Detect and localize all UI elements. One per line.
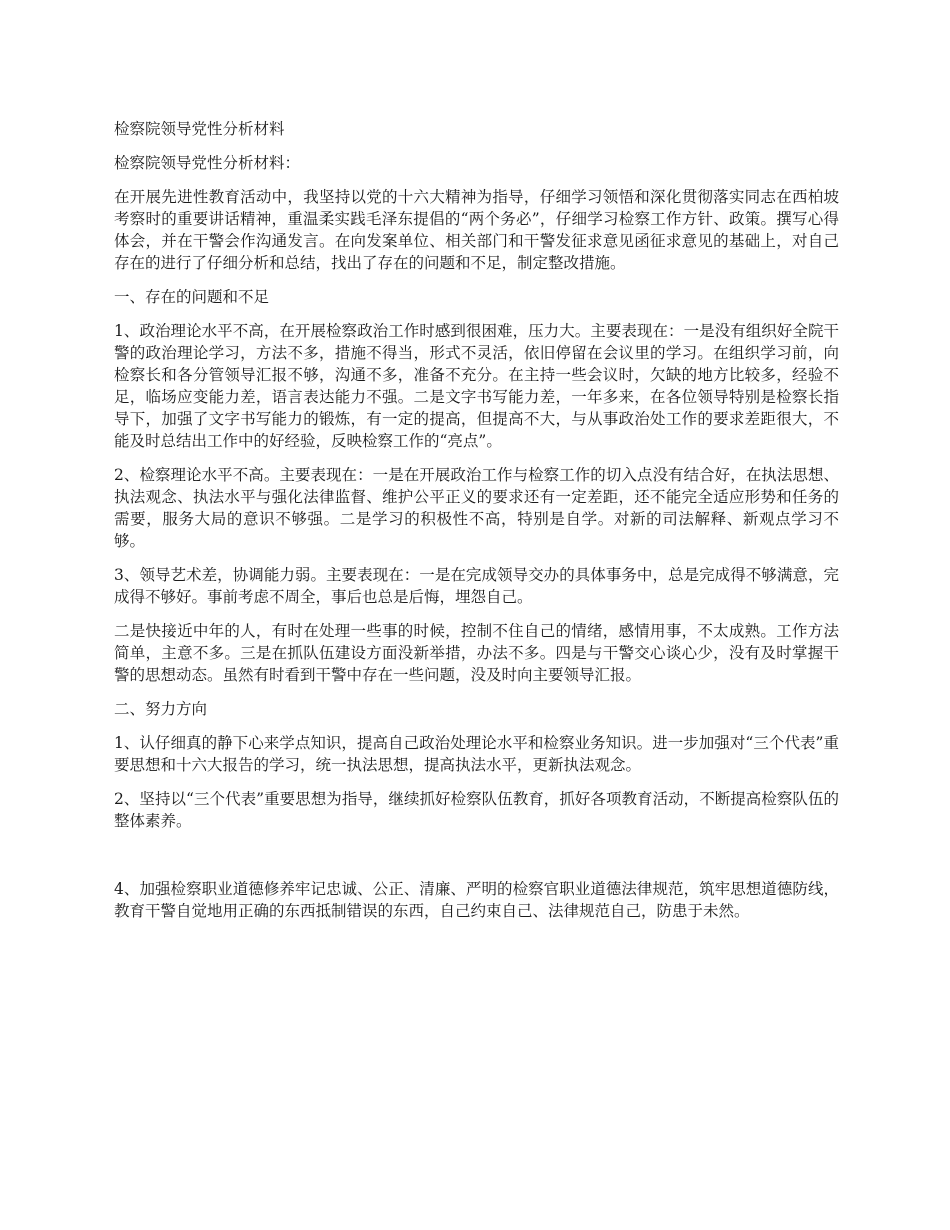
section-heading-problems: 一、存在的问题和不足	[114, 288, 270, 306]
problem-paragraph-3: 3、领导艺术差，协调能力弱。主要表现在：一是在完成领导交办的具体事务中，总是完成得不够满意，完成得不够好。事前考虑不周全，事后也总是后悔，埋怨自己。	[114, 566, 839, 606]
direction-paragraph-2: 2、坚持以“三个代表”重要思想为指导，继续抓好检察队伍教育，抓好各项教育活动，不断提高检察队伍的整体素养。	[114, 790, 839, 830]
document-title: 检察院领导党性分析材料	[114, 120, 285, 138]
problem-paragraph-1: 1、政治理论水平不高，在开展检察政治工作时感到很困难，压力大。主要表现在：一是没有组织好全院干警的政治理论学习，方法不多，措施不得当，形式不灵活，依旧停留在会议里的学习。在组织学习前，向检察长和各分管领导汇报不够，沟通不多，准备不充分。在主持一些会议时，欠缺的地方比较多，经验不足，临场应变能力差，语言表达能力不强。二是文字书写能力差，一年多来，在各位领导特别是检察长指导下，加强了文字书写能力的锻炼，有一定的提高，但提高不大，与从事政治处工作的要求差距很大，不能及时总结出工作中的好经验，反映检察工作的“亮点”。	[114, 322, 839, 450]
direction-paragraph-4: 4、加强检察职业道德修养牢记忠诚、公正、清廉、严明的检察官职业道德法律规范，筑牢思想道德防线，教育干警自觉地用正确的东西抵制错误的东西，自己约束自己、法律规范自己，防患于未然。	[114, 880, 839, 920]
problem-paragraph-2: 2、检察理论水平不高。主要表现在：一是在开展政治工作与检察工作的切入点没有结合好，在执法思想、执法观念、执法水平与强化法律监督、维护公平正义的要求还有一定差距，还不能完全适应形势和任务的需要，服务大局的意识不够强。二是学习的积极性不高，特别是自学。对新的司法解释、新观点学习不够。	[114, 466, 839, 550]
problem-paragraph-4: 二是快接近中年的人，有时在处理一些事的时候，控制不住自己的情绪，感情用事，不太成熟。工作方法简单，主意不多。三是在抓队伍建设方面没新举措，办法不多。四是与干警交心谈心少，没有及时掌握干警的思想动态。虽然有时看到干警中存在一些问题，没及时向主要领导汇报。	[114, 622, 839, 684]
blank-gap	[114, 844, 839, 878]
direction-paragraph-1: 1、认仔细真的静下心来学点知识，提高自己政治处理论水平和检察业务知识。进一步加强对“三个代表”重要思想和十六大报告的学习，统一执法思想，提高执法水平，更新执法观念。	[114, 734, 839, 774]
document-subtitle: 检察院领导党性分析材料：	[114, 154, 301, 172]
document-page	[114, 118, 839, 934]
intro-paragraph: 在开展先进性教育活动中，我坚持以党的十六大精神为指导，仔细学习领悟和深化贯彻落实同志在西柏坡考察时的重要讲话精神，重温柔实践毛泽东提倡的“两个务必”，仔细学习检察工作方针、政策。撰写心得体会，并在干警会作沟通发言。在向发案单位、相关部门和干警发征求意见函征求意见的基础上，对自己存在的进行了仔细分析和总结，找出了存在的问题和不足，制定整改措施。	[114, 188, 839, 272]
section-heading-direction: 二、努力方向	[114, 700, 208, 718]
